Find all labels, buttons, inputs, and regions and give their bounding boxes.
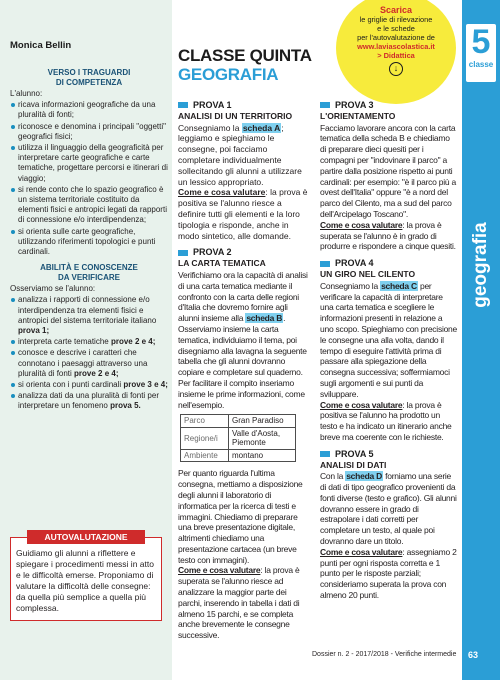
prova-evaluation: Come e cosa valutare: la prova è positiva se l'alunno riesce a definire tutti gli elementi e la loro tipologia e risponde, anche in modo sintetico, alle domande. [178, 187, 308, 241]
class-box [466, 24, 496, 82]
prova-text: Con la scheda D forniamo una serie di dati di tipo geografico provenienti da fonti diverse (testo e grafico). Gli alunni dovranno essere in grado di estrapolare i dati corretti per completare un testo, al quale poi dovranno dare un titolo. [320, 471, 457, 547]
evaluation-label: Come e cosa valutare [320, 399, 403, 410]
download-arrow-icon[interactable]: ↓ [389, 62, 403, 76]
prova-2 [178, 247, 309, 641]
evaluation-label: Come e cosa valutare [178, 187, 266, 198]
prova-ref: prova 5. [110, 401, 141, 411]
prova-subheading: L'ORIENTAMENTO [320, 110, 396, 121]
section-heading-traguardi: VERSO I TRAGUARDI DI COMPETENZA [47, 68, 131, 87]
prova-text: Per quanto riguarda l'ultima consegna, mettiamo a disposizione degli alunni il laboratorio di informatica per la ricerca di testi e immagini. Chiediamo di preparare una breve presentazione digitale, altrimenti chiediamo una presentazione cartacea (un breve testo con immagini). [178, 468, 303, 565]
prova-ref: prove 2 e 4; [74, 368, 119, 378]
badge-didattica[interactable]: > Didattica [377, 51, 415, 60]
list-item: si rende conto che lo spazio geografico è un sistema territoriale costituito da elementi fisici e antropici legati da rapporti di connessione e/o interdipendenza; [10, 185, 168, 226]
prova-text: Consegniamo la scheda A; leggiamo e spieghiamo le consegne, poi facciamo completare individualmente sollecitando gli alunni a utilizzare un lessico appropriato. [178, 122, 302, 187]
list-item: conosce e descrive i caratteri che connotano i paesaggi attraverso una pluralità di fonti prove 2 e 4; [10, 348, 168, 379]
prova-text: Verifichiamo ora la capacità di analisi di una carta tematica mediante il confronto con la carta delle regioni d'Italia che dovremo fornire agli alunni insieme alla scheda B. Osserviamo insieme la carta tematica, individuiamo il tema, poi disegniamo alla lavagna la seguente tabella che gli alunni dovranno copiare e completare sul quaderno. Per facilitare il compito inseriamo insieme le prime informazioni, come nell'esempio. [178, 269, 308, 410]
prova-subheading: UN GIRO NEL CILENTO [320, 268, 416, 279]
traguardi-list [10, 100, 168, 257]
prova-3 [320, 100, 457, 252]
prova-heading: PROVA 2 [178, 247, 309, 258]
prova-evaluation: Come e cosa valutare: la prova è superata se l'alunno riesce ad analizzare la maggior parte dei parchi, inserendo in tabella i dati di almeno 15 parchi, e se completa anche brevemente le consegne successive. [178, 565, 300, 641]
evaluation-label: Come e cosa valutare [320, 219, 403, 230]
title-subject: GEOGRAFIA [178, 65, 279, 84]
prova-1 [178, 100, 309, 241]
section-heading-abilita: ABILITÀ E CONOSCENZE DA VERIFICARE [40, 263, 138, 283]
table-row: Ambiente montano [181, 449, 296, 462]
evaluation-label: Come e cosa valutare [178, 565, 261, 576]
list-item: analizza dati da una pluralità di fonti per interpretare un fenomeno prova 5. [10, 391, 168, 411]
title-class: CLASSE QUINTA [178, 46, 312, 65]
prova-evaluation: Come e cosa valutare: la prova è superata se l'alunno è in grado di produrre e rispondere a cinque quesiti. [320, 219, 456, 252]
subject-vertical-label: geografia [470, 222, 491, 308]
section-intro: Osserviamo se l'alunno: [10, 284, 96, 294]
table-row: Parco Gran Paradiso [181, 415, 296, 428]
prova-subheading: LA CARTA TEMATICA [178, 258, 266, 269]
badge-scarica: Scarica [379, 5, 413, 15]
competences-panel [10, 68, 168, 413]
section-intro: L'alunno: [10, 89, 43, 98]
list-item: si orienta con i punti cardinali prove 3 e 4; [10, 380, 168, 390]
left-sidebar [0, 0, 172, 680]
class-label: classe [468, 60, 494, 69]
scheda-highlight: scheda A [242, 122, 281, 133]
prova-ref: prova 1; [18, 326, 50, 336]
column-left [178, 100, 309, 647]
autovalutazione-heading: AUTOVALUTAZIONE [27, 530, 145, 544]
prova-heading: PROVA 1 [178, 100, 309, 111]
prova-5 [320, 449, 457, 601]
prova-text: Facciamo lavorare ancora con la carta tematica della scheda B e chiediamo di preparare dieci quesiti per i compagni per "indovinare il parco" a partire dalla posizione rispetto ai punti cardinali: per esempio: "è il parco più a ovest dell'Italia" oppure "è a nord del parco del Cilento, ma a sud del parco dell'Arcipelago Toscano". [320, 122, 456, 219]
badge-link[interactable]: www.laviascolastica.it [357, 42, 435, 51]
list-item: analizza i rapporti di connessione e/o interdipendenza tra elementi fisici e antropici del sistema territoriale italiano prova 1; [10, 295, 168, 336]
parco-table [180, 414, 296, 462]
scheda-highlight: scheda B [246, 313, 283, 324]
autovalutazione-text: Guidiamo gli alunni a riflettere e spiegare i procedimenti messi in atto e le difficoltà emerse. Proponiamo di valutare la difficoltà delle consegne: da quella più semplice a quella più complessa. [16, 548, 154, 613]
table-row: Regione/i Valle d'Aosta, Piemonte [181, 427, 296, 449]
prova-evaluation: Come e cosa valutare: la prova è positiva se l'alunno ha prodotto un testo e ha indicato un itinerario anche breve ma coerente con le richieste. [320, 399, 452, 442]
prova-subheading: ANALISI DI DATI [320, 459, 387, 470]
scheda-highlight: scheda C [381, 280, 417, 291]
list-item: ricava informazioni geografiche da una pluralità di fonti; [10, 100, 168, 120]
page-footer: Dossier n. 2 - 2017/2018 - Verifiche intermedie [312, 651, 457, 658]
prova-ref: prove 3 e 4; [123, 380, 168, 390]
page-title [178, 46, 312, 84]
autovalutazione-box [10, 532, 162, 621]
scheda-highlight: scheda D [346, 471, 382, 482]
page-number: 63 [468, 650, 479, 660]
prova-text: Consegniamo la scheda C per verificare la capacità di interpretare una carta tematica e scegliere le informazioni presenti in relazione a uno scopo. Spieghiamo con precisione le consegne una alla volta, dando il tempo di eseguire l'attività prima di passare alla spiegazione della consegna successiva; soffermiamoci sugli argomenti e sui punti da sviluppare. [320, 280, 458, 399]
prova-heading: PROVA 4 [320, 258, 457, 269]
author-name: Monica Bellin [10, 40, 72, 51]
subject-stripe [462, 0, 500, 680]
prova-heading: PROVA 5 [320, 449, 457, 460]
list-item: utilizza il linguaggio della geograficità per interpretare carte geografiche e carte tematiche, progettare percorsi e itinerari di viaggio; [10, 143, 168, 184]
download-badge[interactable]: Scarica le griglie di rilevazione e le schede per l'autovalutazione de www.laviascolastica.it > Didattica ↓ [336, 0, 456, 104]
prova-heading: PROVA 3 [320, 100, 457, 111]
prova-ref: prove 2 e 4; [110, 337, 156, 347]
abilita-list [10, 295, 168, 411]
prova-evaluation: Come e cosa valutare: assegniamo 2 punti per ogni risposta corretta e 1 punto per le risposte parziali; consideriamo superata la prova con almeno 20 punti. [320, 546, 457, 601]
prova-subheading: ANALISI DI UN TERRITORIO [178, 110, 293, 121]
list-item: interpreta carte tematiche prove 2 e 4; [10, 337, 168, 347]
prova-4 [320, 258, 457, 443]
column-right [320, 100, 457, 607]
class-number: 5 [471, 23, 491, 61]
evaluation-label: Come e cosa valutare [320, 546, 403, 557]
list-item: si orienta sulle carte geografiche, utilizzando riferimenti topologici e punti cardinali. [10, 227, 168, 258]
list-item: riconosce e denomina i principali "oggetti" geografici fisici; [10, 122, 168, 142]
